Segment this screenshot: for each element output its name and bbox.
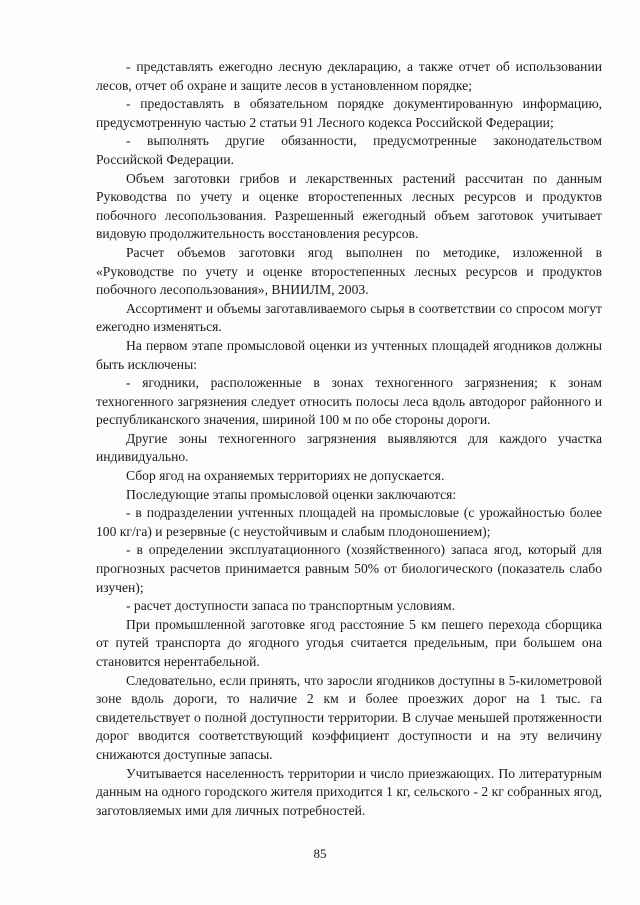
- page-number: 85: [313, 846, 327, 861]
- paragraph-duty-declaration: - представлять ежегодно лесную декларацию, а также отчет об использовании лесов, отчет об охране и защите лесов в установленном порядке;: [96, 59, 602, 93]
- paragraph-berries-method: Расчет объемов заготовки ягод выполнен по методике, изложенной в «Руководстве по учету и оценке второстепенных лесных ресурсов и продуктов побочного лесопользования», ВНИИЛМ, 2003.: [96, 244, 602, 298]
- body-text: [96, 58, 602, 820]
- paragraph-protected-areas: Сбор ягод на охраняемых территориях не допускается.: [126, 468, 445, 484]
- paragraph-transport-access: - расчет доступности запаса по транспортным условиям.: [126, 598, 455, 614]
- paragraph-pollution-zones: - ягодники, расположенные в зонах техногенного загрязнения; к зонам техногенного загрязнения следует относить полосы леса вдоль автодорог районного и республиканского значения, шириной 100 м по обе стороны дороги.: [96, 375, 602, 428]
- paragraph-road-accessibility: Следовательно, если принять, что заросли ягодников доступны в 5-километровой зоне вдоль дороги, то наличие 2 км и более проезжих дорог на 1 тыс. га свидетельствует о полной доступности территории. В случае меньшей протяженности дорог вводится соответствующий коэффициент доступности и на эту величину снижаются доступные запасы.: [96, 672, 602, 762]
- paragraph-area-division: - в подразделении учтенных площадей на промысловые (с урожайностью более 100 кг/га) и резервные (с неустойчивым и слабым плодоношением);: [96, 505, 602, 539]
- paragraph-walking-distance: При промышленной заготовке ягод расстояние 5 км пешего перехода сборщика от путей транспорта до ягодного угодья считается предельным, при большем она становится нерентабельной.: [96, 616, 602, 669]
- paragraph-duty-information: - предоставлять в обязательном порядке документированную информацию, предусмотренную частью 2 статьи 91 Лесного кодекса Российской Федерации;: [96, 96, 602, 130]
- paragraph-first-stage: На первом этапе промысловой оценки из учтенных площадей ягодников должны быть исключены:: [96, 337, 602, 372]
- paragraph-operational-stock: - в определении эксплуатационного (хозяйственного) запаса ягод, который для прогнозных расчетов принимается равным 50% от биологического (показатель слабо изучен);: [96, 542, 602, 595]
- paragraph-other-zones: Другие зоны техногенного загрязнения выявляются для каждого участка индивидуально.: [96, 430, 602, 465]
- paragraph-population: Учитывается населенность территории и число приезжающих. По литературным данным на одного городского жителя приходится 1 кг, сельского - 2 кг собранных ягод, заготовляемых ими для личных потребностей.: [96, 765, 602, 818]
- paragraph-mushrooms-volume: Объем заготовки грибов и лекарственных растений рассчитан по данным Руководства по учету и оценке второстепенных лесных ресурсов и продуктов побочного лесопользования. Разрешенный ежегодный объем заготовок учитывает видовую продолжительность восстановления ресурсов.: [96, 170, 602, 242]
- paragraph-assortment: Ассортимент и объемы заготавливаемого сырья в соответствии со спросом могут ежегодно изменяться.: [96, 300, 602, 335]
- paragraph-duty-other: - выполнять другие обязанности, предусмотренные законодательством Российской Федерации.: [96, 133, 602, 167]
- paragraph-next-stages: Последующие этапы промысловой оценки заключаются:: [126, 486, 457, 502]
